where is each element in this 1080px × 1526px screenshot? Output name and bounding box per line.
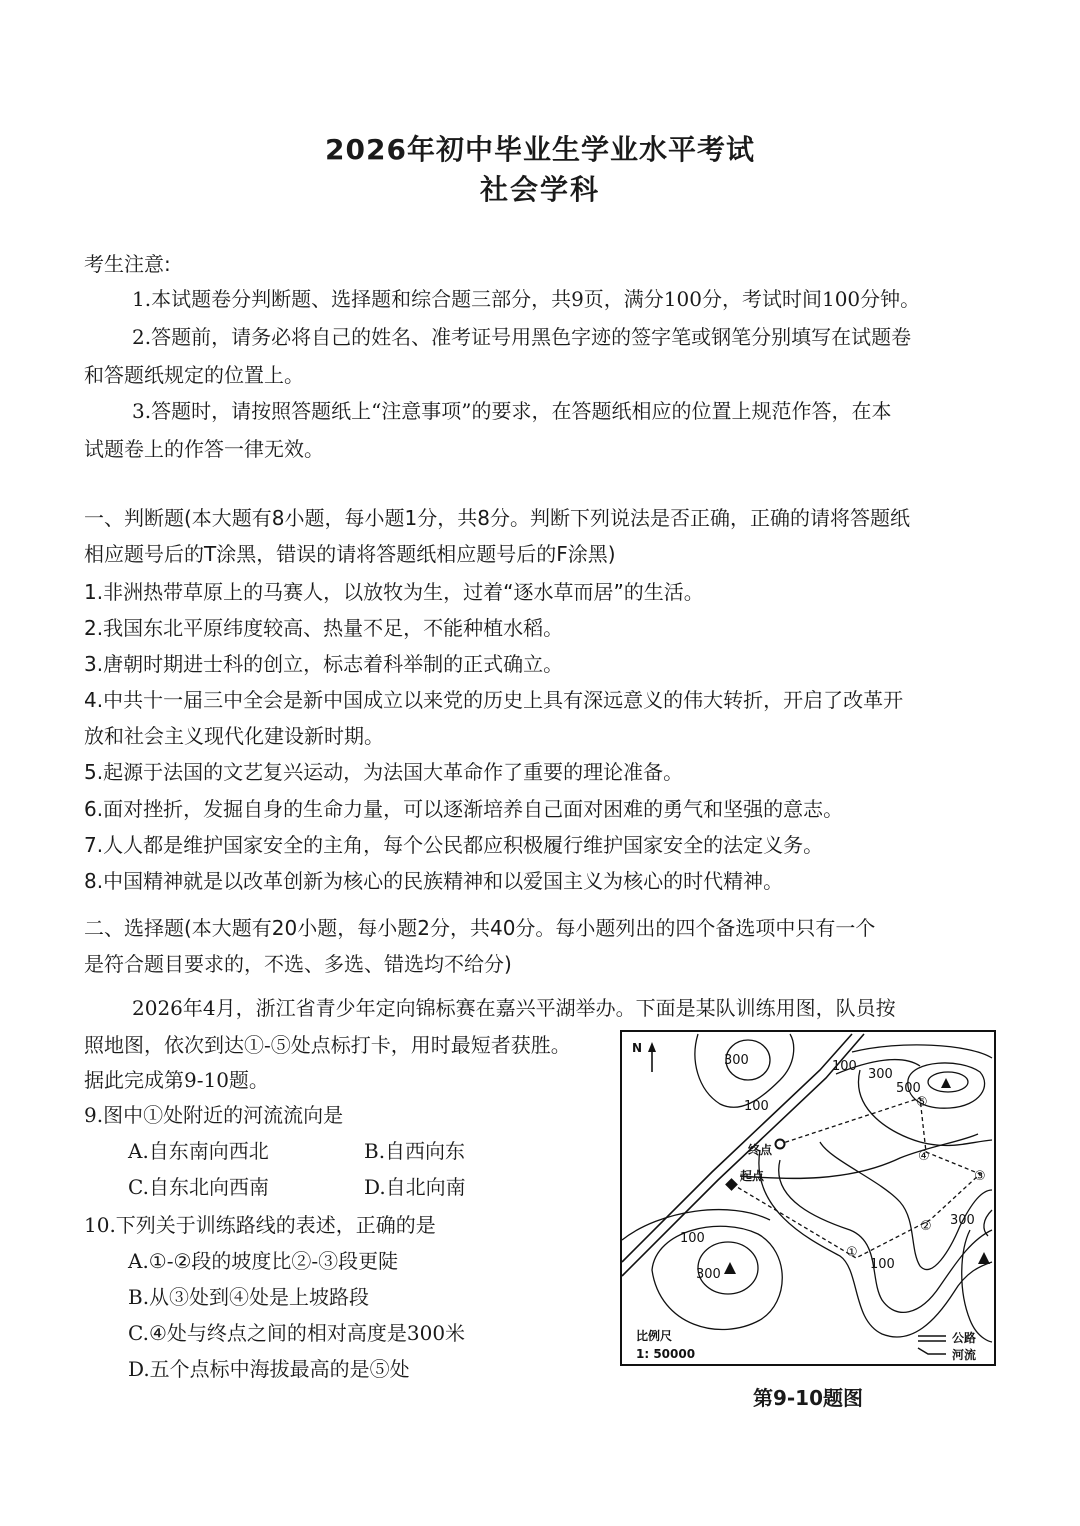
- contour-map: [620, 1030, 996, 1366]
- checkpoint-5: ⑤: [916, 1095, 928, 1110]
- material-intro-3: 据此完成第9-10题。: [84, 1068, 269, 1092]
- section1-heading-cont: 相应题号后的T涂黑，错误的请将答题纸相应题号后的F涂黑): [84, 542, 616, 566]
- question-10-option-d: D.五个点标中海拔最高的是⑤处: [128, 1357, 410, 1381]
- notice-heading: 考生注意:: [84, 252, 171, 276]
- checkpoint-4: ④: [918, 1149, 930, 1164]
- notice-item-3-cont: 试题卷上的作答一律无效。: [84, 437, 324, 461]
- question-9-option-d: D.自北向南: [364, 1175, 466, 1199]
- judge-question-6: 6.面对挫折，发掘自身的生命力量，可以逐渐培养自己面对困难的勇气和坚强的意志。: [84, 797, 844, 821]
- notice-item-2: 2.答题前，请务必将自己的姓名、准考证号用黑色字迹的签字笔或钢笔分别填写在试题卷: [132, 325, 912, 349]
- notice-item-3: 3.答题时，请按照答题纸上“注意事项”的要求，在答题纸相应的位置上规范作答，在本: [132, 399, 892, 423]
- material-intro-2: 照地图，依次到达①-⑤处点标打卡，用时最短者获胜。: [84, 1033, 571, 1057]
- scale-label: 比例尺: [636, 1329, 673, 1343]
- question-9-option-a: A.自东南向西北: [128, 1139, 269, 1163]
- question-9-option-c: C.自东北向西南: [128, 1175, 269, 1199]
- judge-question-8: 8.中国精神就是以改革创新为核心的民族精神和以爱国主义为核心的时代精神。: [84, 869, 784, 893]
- question-10-stem: 10.下列关于训练路线的表述，正确的是: [84, 1213, 436, 1237]
- section2-heading-cont: 是符合题目要求的，不选、多选、错选均不给分): [84, 952, 512, 976]
- section1-heading: 一、判断题(本大题有8小题，每小题1分，共8分。判断下列说法是否正确，正确的请将答题纸: [84, 506, 910, 530]
- notice-item-2-cont: 和答题纸规定的位置上。: [84, 363, 304, 387]
- scale-value: 1: 50000: [636, 1347, 696, 1361]
- checkpoint-2: ②: [920, 1219, 932, 1234]
- judge-question-1: 1.非洲热带草原上的马赛人，以放牧为生，过着“逐水草而居”的生活。: [84, 580, 704, 604]
- contour-label: 100: [680, 1231, 705, 1246]
- contour-label: 500: [896, 1081, 921, 1096]
- contour-label: 100: [832, 1059, 857, 1074]
- question-9-stem: 9.图中①处附近的河流流向是: [84, 1103, 344, 1127]
- start-label: 起点: [740, 1169, 765, 1183]
- end-point-icon: [776, 1140, 785, 1149]
- judge-question-4-cont: 放和社会主义现代化建设新时期。: [84, 724, 384, 748]
- subject-title: 社会学科: [479, 173, 600, 206]
- end-label: 终点: [748, 1143, 773, 1157]
- legend-river-label: 河流: [952, 1348, 977, 1362]
- judge-question-4: 4.中共十一届三中全会是新中国成立以来党的历史上具有深远意义的伟大转折，开启了改革开: [84, 688, 904, 712]
- question-10-option-c: C.④处与终点之间的相对高度是300米: [128, 1321, 466, 1345]
- contour-label: 300: [868, 1067, 893, 1082]
- north-label: N: [632, 1041, 643, 1055]
- checkpoint-1: ①: [846, 1245, 858, 1260]
- judge-question-3: 3.唐朝时期进士科的创立，标志着科举制的正式确立。: [84, 652, 564, 676]
- contour-label: 300: [724, 1053, 749, 1068]
- question-10-option-a: A.①-②段的坡度比②-③段更陡: [128, 1249, 399, 1273]
- judge-question-7: 7.人人都是维护国家安全的主角，每个公民都应积极履行维护国家安全的法定义务。: [84, 833, 824, 857]
- contour-label: 100: [744, 1099, 769, 1114]
- judge-question-5: 5.起源于法国的文艺复兴运动，为法国大革命作了重要的理论准备。: [84, 760, 684, 784]
- legend-road-label: 公路: [952, 1331, 977, 1345]
- contour-label: 300: [950, 1213, 975, 1228]
- section2-heading: 二、选择题(本大题有20小题，每小题2分，共40分。每小题列出的四个备选项中只有一个: [84, 916, 876, 940]
- material-intro-1: 2026年4月，浙江省青少年定向锦标赛在嘉兴平湖举办。下面是某队训练用图，队员按: [132, 996, 896, 1020]
- contour-label: 300: [696, 1267, 721, 1282]
- judge-question-2: 2.我国东北平原纬度较高、热量不足，不能种植水稻。: [84, 616, 564, 640]
- notice-item-1: 1.本试题卷分判断题、选择题和综合题三部分，共9页，满分100分，考试时间100分钟。: [132, 287, 921, 311]
- question-9-option-b: B.自西向东: [364, 1139, 466, 1163]
- contour-label: 100: [870, 1257, 895, 1272]
- question-10-option-b: B.从③处到④处是上坡路段: [128, 1285, 370, 1309]
- exam-title: 2026年初中毕业生学业水平考试: [325, 133, 755, 166]
- checkpoint-3: ③: [974, 1169, 986, 1184]
- map-caption: 第9-10题图: [752, 1386, 864, 1410]
